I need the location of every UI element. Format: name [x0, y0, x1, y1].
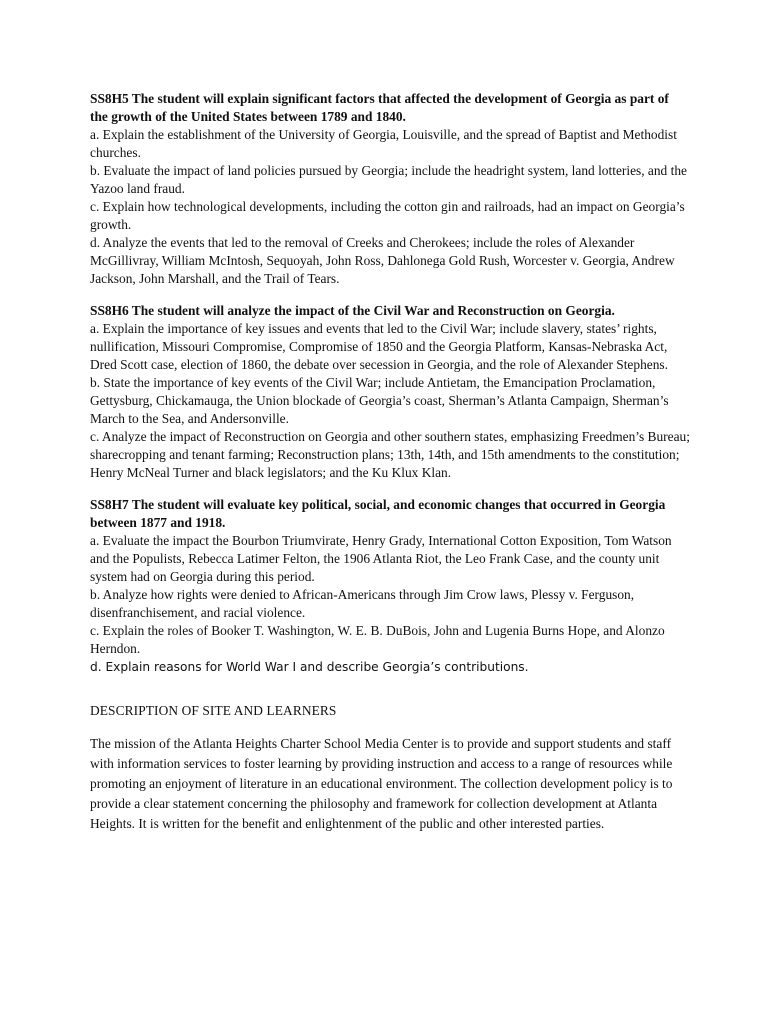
list-item: c. Explain how technological developments, including the cotton gin and railroads, had an impact on Georgia’s growth.: [90, 199, 685, 232]
list-item: d. Analyze the events that led to the removal of Creeks and Cherokees; include the roles of Alexander McGillivray, William McIntosh, Sequoyah, John Ross, Dahlonega Gold Rush, Worcester v. Georgia, Andrew Jackson, John Marshall, and the Trail of Tears.: [90, 235, 675, 286]
section-heading: SS8H6 The student will analyze the impact of the Civil War and Reconstruction on Georgia.: [90, 303, 615, 318]
list-item: c. Explain the roles of Booker T. Washington, W. E. B. DuBois, John and Lugenia Burns Hope, and Alonzo Herndon.: [90, 623, 665, 656]
list-item: a. Evaluate the impact the Bourbon Triumvirate, Henry Grady, International Cotton Exposition, Tom Watson and the Populists, Rebecca Latimer Felton, the 1906 Atlanta Riot, the Leo Frank Case, and the county unit system had on Georgia during this period.: [90, 533, 672, 584]
list-item: a. Explain the establishment of the University of Georgia, Louisville, and the spread of Baptist and Methodist churches.: [90, 127, 677, 160]
standard-ss8h7: [90, 496, 690, 676]
section-heading: SS8H5 The student will explain significant factors that affected the development of Georgia as part of the growth of the United States between 1789 and 1840.: [90, 91, 669, 124]
list-item: b. Analyze how rights were denied to African-Americans through Jim Crow laws, Plessy v. Ferguson, disenfranchisement, and racial violence.: [90, 587, 635, 620]
list-item: a. Explain the importance of key issues and events that led to the Civil War; include slavery, states’ rights, nullification, Missouri Compromise, Compromise of 1850 and the Georgia Platform, Kansas-Nebraska Act, Dred Scott case, election of 1860, the debate over secession in Georgia, and the role of Alexander Stephens.: [90, 321, 668, 372]
list-item: d. Explain reasons for World War I and describe Georgia’s contributions.: [90, 660, 529, 674]
standard-ss8h6: [90, 302, 690, 482]
document-page: [90, 90, 690, 834]
list-item: b. State the importance of key events of the Civil War; include Antietam, the Emancipation Proclamation, Gettysburg, Chickamauga, the Union blockade of Georgia’s coast, Sherman’s Atlanta Campaign, Sherman’s March to the Sea, and Andersonville.: [90, 375, 669, 426]
list-item: c. Analyze the impact of Reconstruction on Georgia and other southern states, emphasizing Freedmen’s Bureau; sharecropping and tenant farming; Reconstruction plans; 13th, 14th, and 15th amendments to the constitution; Henry McNeal Turner and black legislators; and the Ku Klux Klan.: [90, 429, 690, 480]
list-item: b. Evaluate the impact of land policies pursued by Georgia; include the headright system, land lotteries, and the Yazoo land fraud.: [90, 163, 687, 196]
section-heading: SS8H7 The student will evaluate key political, social, and economic changes that occurred in Georgia between 1877 and 1918.: [90, 497, 666, 530]
description-paragraph: The mission of the Atlanta Heights Charter School Media Center is to provide and support students and staff with information services to foster learning by providing instruction and access to a range of resources while promoting an enjoyment of literature in an educational environment. The collection development policy is to provide a clear statement concerning the philosophy and framework for collection development at Atlanta Heights. It is written for the benefit and enlightenment of the public and other interested parties.: [90, 736, 673, 831]
description-title: DESCRIPTION OF SITE AND LEARNERS: [90, 703, 337, 718]
standard-ss8h5: [90, 90, 690, 288]
